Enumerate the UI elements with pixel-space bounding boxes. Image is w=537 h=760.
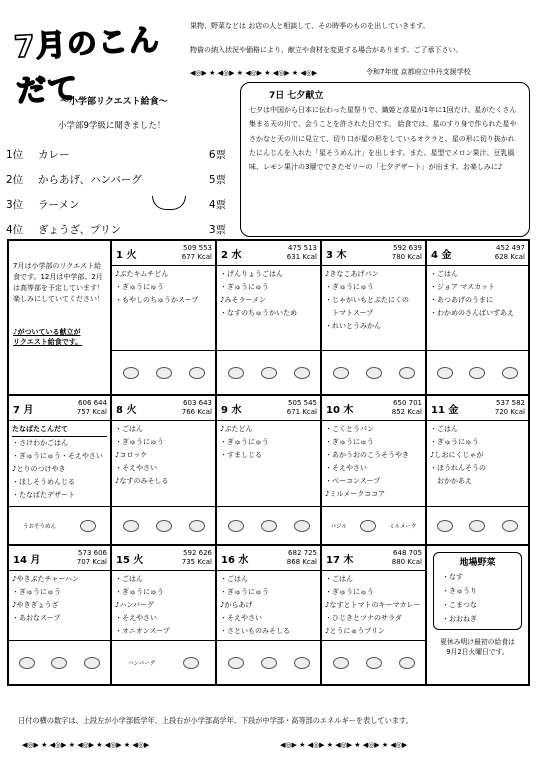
food-illustrations: ハンバーグ [112,640,215,684]
day-cell: 11 金 537 582 720 Kcal ・ごはん ・ぎゅうにゅう ♪しおにくじゃが ・ほうれんそうの おかかあえ [426,395,529,545]
intro-line-2: 物資の納入状況や価格により、献立や食材を変更する場合があります。ご了承下さい。 [190,46,463,54]
rank-row [6,147,226,162]
day-cell: 2 水 475 513 631 Kcal ・げんりょうごはん ・ぎゅうにゅう ♪みそラーメン ・なすのちゅうかいため [216,240,321,395]
food-illustrations [322,350,425,394]
day-cell: 9 水 505 545 671 Kcal ♪ぶたどん ・ぎゅうにゅう ・すましじる [216,395,321,545]
day-cell: 3 木 592 639 780 Kcal ♪きなこあげパン ・ぎゅうにゅう ・じゃがいもとぶたにくの トマトスープ ・れいとうみかん [321,240,426,395]
day-cell: 4 金 452 497 628 Kcal ・ごはん ・ジョア マスカット ・あつあげのうまに ・わかめのさんばいずあえ [426,240,529,395]
food-illustrations [217,506,320,544]
rank-votes: 6票 [208,149,226,161]
food-illustrations [427,350,528,394]
rank-votes: 4票 [208,199,226,211]
rank-votes: 5票 [208,174,226,186]
tanabata-box [240,82,530,237]
day-cell: 16 水 682 725 868 Kcal ・ごはん ・ぎゅうにゅう ♪からあげ ・そえやさい ・さといものみそしる [216,545,321,685]
request-title: ～小学部リクエスト給食～ [60,97,168,107]
page-title: 7月のこんだて [13,22,161,110]
day-cell: 8 火 603 643 766 Kcal ・ごはん ・ぎゅうにゅう ♪コロッケ ・そえやさい ♪なすのみそしる [111,395,216,545]
food-illustrations: うおそうめん [9,506,110,544]
local-veg-cell [426,545,529,685]
side-note-text: 7月は小学部のリクエスト給食です。12月は中学部、2月は高等部を予定しています！楽しみにしていてください！ [13,262,104,303]
rank-label: 2位 [6,174,24,186]
tanabata-text: 七夕は中国から日本に伝わった星祭りで、織姫と彦星が1年に1回だけ、星がたくさん集まる天の川で、会うことを許された日です。 給食では、星のすり身で作られた星やさかなと天の川に見立て、切り口が星の形をしているオクラと、星の形に切り抜かれたにんじんを入れた「星そうめん汁」を出します。また、星型でメロン果汁、豆乳風味、レモン果汁の3層でできたゼリーの「七夕デザート」が出ます。お楽しみに♪ [249,106,517,172]
rank-label: 4位 [6,224,24,236]
food-illustrations [112,506,215,544]
local-veg-box: 地場野菜 ・なす ・きゅうり ・こまつな ・おおねぎ [433,552,522,630]
day-date: 1 火 [116,249,137,261]
tanabata-heading: 7日 七夕献立 [269,91,324,101]
rank-votes: 3票 [208,224,226,236]
day-cell: 7 月 606 644 757 Kcal たなばたこんだて ・さけわかごはん ・ぎゅうにゅう・そえやさい ♪とりのつけやき ・ほしそうめんじる ・たなばたデザート うおそうめん [8,395,111,545]
fish-decoration: ◀◎▶ ★ ◀◎▶ ★ ◀◎▶ ★ ◀◎▶ ★ ◀◎▶ [280,741,408,749]
rank-row [6,172,226,187]
food-illustrations: バジル ミルメーク [322,506,425,544]
rank-label: 3位 [6,199,24,211]
fish-decoration: ◀◎▶ ★ ◀◎▶ ★ ◀◎▶ ★ ◀◎▶ ★ ◀◎▶ [22,741,150,749]
date-school: 令和7年度 京都府立中丹支援学校 [366,68,471,76]
day-cell: 14 月 573 606 707 Kcal ♪やきぶたチャーハン ・ぎゅうにゅう ♪やきぎょうざ ・あおなスープ [8,545,111,685]
food-illustrations [217,350,320,394]
fish-decoration: ◀◎▶ ★ ◀◎▶ ★ ◀◎▶ ★ ◀◎▶ ★ ◀◎▶ [190,69,318,77]
menu-grid [7,239,530,686]
request-badge-1: ♪がついている献立が [13,328,81,336]
rank-row [6,197,226,212]
request-badge-2: リクエスト給食です。 [13,338,83,346]
food-illustrations [322,640,425,684]
day-cell: 1 火 509 553 677 Kcal ♪ぶたキムチどん ・ぎゅうにゅう ・もやしのちゅうかスープ [111,240,216,395]
side-note [8,240,111,395]
rank-label: 1位 [6,149,24,161]
food-illustrations [9,640,110,684]
rank-food: カレー [38,149,70,161]
food-illustrations [427,506,528,544]
request-subtitle: 小学部9学級に聞きました！ [58,121,166,131]
day-cell: 10 木 650 701 852 Kcal ・こくとうパン ・ぎゅうにゅう ・あかうおのこうそうやき ・そえやさい ・ベーコンスープ ♪ミルメークココア バジル ミルメーク [321,395,426,545]
next-meal-1: 夏休み明け最初の給食は [440,638,515,646]
day-cell: 15 火 592 626 735 Kcal ・ごはん ・ぎゅうにゅう ♪ハンバーグ ・そえやさい ・オニオンスープ ハンバーグ [111,545,216,685]
intro-line-1: 果物、野菜などは お店の人と相談して、その時季のものを出していきます。 [190,22,430,30]
next-meal-2: 9月2日火曜日です。 [446,648,509,656]
food-illustrations [112,350,215,394]
rank-food: ぎょうざ、プリン [38,224,122,236]
rank-food: ラーメン [38,199,80,211]
day-cell: 17 木 648 705 880 Kcal ・ごはん ・ぎゅうにゅう ♪なすとトマトのキーマカレー ・ひじきとツナのサラダ ♪とうにゅうプリン [321,545,426,685]
footer-note: 日付の横の数字は、上段左が小学部低学年、上段右が小学部高学年、下段が中学部・高等部のエネルギーを表しています。 [18,716,413,725]
food-illustrations [217,640,320,684]
rank-food: からあげ、ハンバーグ [38,174,142,186]
rank-row [6,222,226,237]
